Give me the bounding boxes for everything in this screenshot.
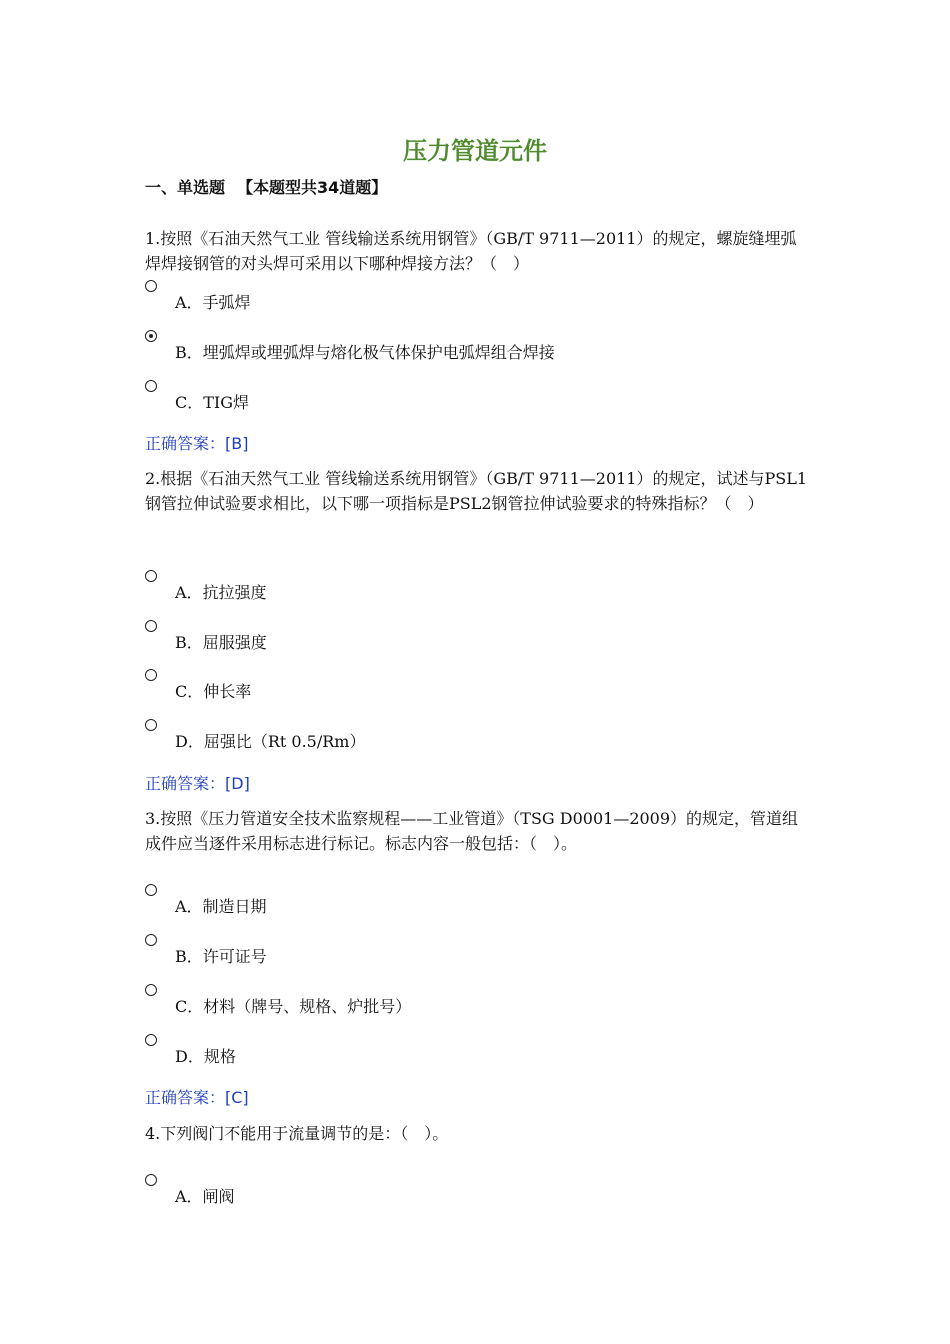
section-note: 【本题型共34道题】 xyxy=(237,178,388,197)
question-text: 4.下列阀门不能用于流量调节的是：（ ）。 xyxy=(145,1124,449,1143)
correct-answer: 正确答案：[B] xyxy=(145,434,249,453)
section-label: 一、单选题 xyxy=(145,178,226,197)
section-heading xyxy=(145,176,387,200)
option-label: C．材料（牌号、规格、炉批号） xyxy=(175,997,412,1016)
document-title: 压力管道元件 xyxy=(403,137,547,165)
radio-option-c[interactable] xyxy=(145,669,157,681)
radio-option-a[interactable] xyxy=(145,280,157,292)
radio-option-c[interactable] xyxy=(145,984,157,996)
radio-option-a[interactable] xyxy=(145,570,157,582)
radio-option-d[interactable] xyxy=(145,1034,157,1046)
radio-option-a[interactable] xyxy=(145,1174,157,1186)
correct-answer: 正确答案：[C] xyxy=(145,1088,249,1107)
correct-answer: 正确答案：[D] xyxy=(145,774,250,793)
option-label: D．屈强比（Rt 0.5/Rm） xyxy=(175,732,366,751)
option-label: B．许可证号 xyxy=(175,947,267,966)
radio-option-b[interactable] xyxy=(145,330,157,342)
radio-option-a[interactable] xyxy=(145,884,157,896)
option-label: C．TIG焊 xyxy=(175,393,250,412)
option-label: B．屈服强度 xyxy=(175,633,267,652)
option-label: A．手弧焊 xyxy=(175,293,251,312)
option-label: D．规格 xyxy=(175,1047,236,1066)
radio-option-b[interactable] xyxy=(145,620,157,632)
option-label: A．制造日期 xyxy=(175,897,267,916)
option-label: A．抗拉强度 xyxy=(175,583,267,602)
question-text: 2.根据《石油天然气工业 管线输送系统用钢管》（GB/T 9711—2011）的规定，试述与PSL1钢管拉伸试验要求相比，以下哪一项指标是PSL2钢管拉伸试验要求的特殊指标？（ ） xyxy=(145,469,808,513)
radio-option-d[interactable] xyxy=(145,719,157,731)
question-text: 3.按照《压力管道安全技术监察规程——工业管道》（TSG D0001—2009）的规定，管道组成件应当逐件采用标志进行标记。标志内容一般包括：（ ）。 xyxy=(145,809,799,853)
option-label: C．伸长率 xyxy=(175,682,252,701)
option-label: B．埋弧焊或埋弧焊与熔化极气体保护电弧焊组合焊接 xyxy=(175,343,555,362)
radio-option-c[interactable] xyxy=(145,380,157,392)
radio-option-b[interactable] xyxy=(145,934,157,946)
question-text: 1.按照《石油天然气工业 管线输送系统用钢管》（GB/T 9711—2011）的规定，螺旋缝埋弧焊焊接钢管的对头焊可采用以下哪种焊接方法？（ ） xyxy=(145,229,797,273)
option-label: A．闸阀 xyxy=(175,1187,235,1206)
